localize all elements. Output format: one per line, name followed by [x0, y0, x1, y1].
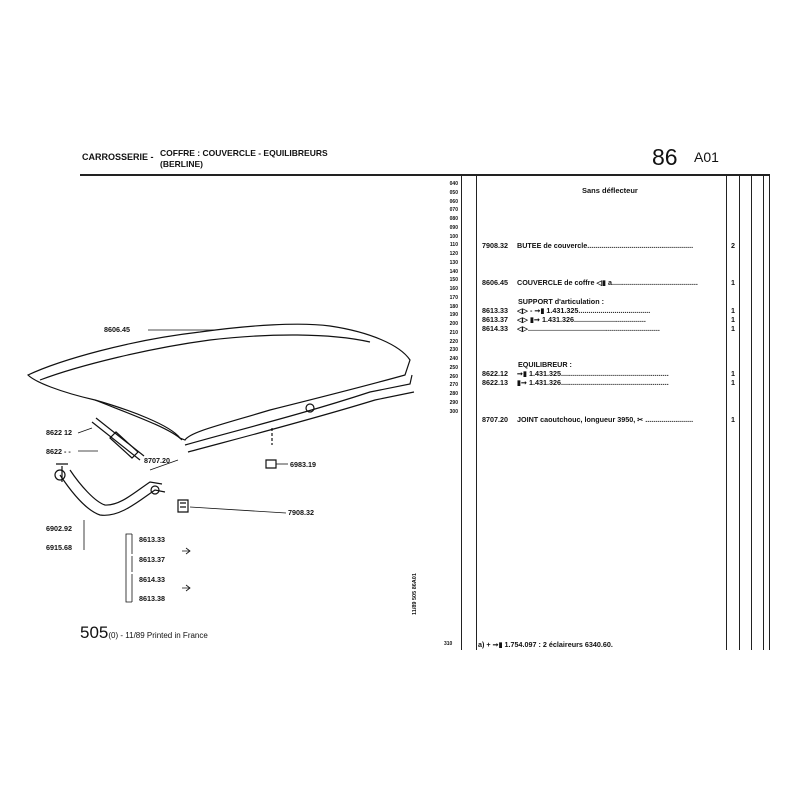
footer-info [80, 623, 208, 643]
callout-6983-19: 6983.19 [290, 460, 316, 469]
part-description: JOINT caoutchouc, longueur 3950, ✂ ........................ [517, 415, 694, 424]
callout-8613-33: 8613.33 [139, 535, 165, 544]
bumper-6983 [266, 460, 276, 468]
part-quantity: 1 [731, 315, 735, 324]
part-quantity: 1 [731, 324, 735, 333]
row-code: 190 [449, 312, 458, 319]
part-description: ▮➞ 1.431.326...................................................... [517, 378, 669, 387]
row-code: 200 [449, 321, 458, 327]
row-code: 130 [449, 259, 458, 266]
col-rule-qty-left [726, 175, 727, 650]
trunk-lid [28, 324, 410, 440]
callout-8707-20: 8707.20 [144, 456, 170, 465]
section-label: CARROSSERIE - [82, 152, 154, 162]
vertical-reference: 11/89 505 86A01 [412, 573, 418, 615]
row-code: 270 [449, 382, 458, 389]
row-code: 090 [449, 224, 458, 231]
part-ref: 8622.12 [482, 369, 508, 378]
row-code: 250 [449, 364, 458, 371]
row-code: 150 [449, 277, 458, 284]
callout-8614-33: 8614.33 [139, 575, 165, 584]
part-ref: 8613.33 [482, 306, 508, 315]
callout-8613-37: 8613.37 [139, 555, 165, 564]
part-description: ➞▮ 1.431.325...................................................... [517, 369, 669, 378]
row-code: 300 [449, 408, 458, 415]
row-code: 160 [449, 286, 458, 292]
part-ref: 8613.37 [482, 315, 508, 324]
page-code: A01 [694, 149, 719, 165]
col-rule-codes [461, 175, 462, 650]
part-quantity: 1 [731, 278, 735, 287]
callout-6902-92: 6902.92 [46, 524, 72, 533]
part-description: EQUILIBREUR : [518, 360, 572, 369]
callout-8622-12: 8622 12 [46, 428, 72, 437]
callout-8606-45: 8606.45 [104, 325, 130, 334]
hinge-arm [60, 475, 165, 515]
row-code: 110 [449, 242, 458, 249]
part-description: COUVERCLE de coffre ◁▮ a........................................... [517, 278, 698, 287]
trunk-lid-diagram [0, 170, 440, 650]
row-code: 210 [449, 329, 458, 336]
col-rule-5 [769, 175, 770, 650]
callout-7908-32: 7908.32 [288, 508, 314, 517]
row-code: 280 [449, 391, 458, 397]
row-code: 080 [449, 216, 458, 222]
row-code-310: 310 [444, 641, 453, 647]
row-code: 070 [449, 207, 458, 214]
part-quantity: 1 [731, 378, 735, 387]
page-title [160, 148, 328, 170]
callout-6915-68: 6915.68 [46, 543, 72, 552]
row-code: 290 [449, 399, 458, 406]
part-ref: 8614.33 [482, 324, 508, 333]
lid-seal [185, 375, 412, 445]
row-code: 170 [449, 294, 458, 301]
row-code: 100 [449, 233, 458, 240]
row-code: 050 [449, 189, 458, 196]
row-code: 120 [449, 251, 458, 257]
part-ref: 7908.32 [482, 241, 508, 250]
row-code: 240 [449, 356, 458, 362]
callout-8622: 8622 - - [46, 447, 71, 456]
gas-strut [92, 422, 140, 460]
col-rule-main [476, 175, 477, 650]
col-rule-3 [751, 175, 752, 650]
row-code: 140 [449, 268, 458, 275]
title-line-1: COFFRE : COUVERCLE - EQUILIBREURS [160, 148, 328, 158]
stop-7908 [178, 500, 188, 512]
part-quantity: 1 [731, 369, 735, 378]
part-ref: 8606.45 [482, 278, 508, 287]
part-quantity: 2 [731, 241, 735, 250]
row-code: 040 [449, 181, 458, 187]
part-quantity: 1 [731, 415, 735, 424]
callout-8613-38: 8613.38 [139, 594, 165, 603]
part-description: ◁▷ - ➞▮ 1.431.325.................................... [517, 306, 651, 315]
col-rule-4 [763, 175, 764, 650]
row-code: 060 [449, 198, 458, 205]
part-ref: 8707.20 [482, 415, 508, 424]
part-description: BUTEE de couvercle..................................................... [517, 241, 694, 250]
footer-model: 505 [80, 623, 109, 642]
part-description: SUPPORT d'articulation : [518, 297, 604, 306]
part-description: ◁▷ ▮➞ 1.431.326.................................... [517, 315, 646, 324]
col-rule-qty-right [739, 175, 740, 650]
part-quantity: 1 [731, 306, 735, 315]
row-code: 180 [449, 303, 458, 310]
row-code: 230 [449, 347, 458, 354]
row-code: 260 [449, 373, 458, 380]
row-code: 220 [449, 338, 458, 345]
footnote-a: a) + ➞▮ 1.754.097 : 2 éclaireurs 6340.60. [478, 640, 613, 649]
part-description: ◁▷.................................................................. [517, 324, 660, 333]
column-heading: Sans déflecteur [582, 186, 638, 195]
part-ref: 8622.13 [482, 378, 508, 387]
page-number: 86 [652, 144, 678, 170]
footer-details: (0) - 11/89 Printed in France [108, 631, 208, 640]
title-line-2: (BERLINE) [160, 159, 203, 169]
